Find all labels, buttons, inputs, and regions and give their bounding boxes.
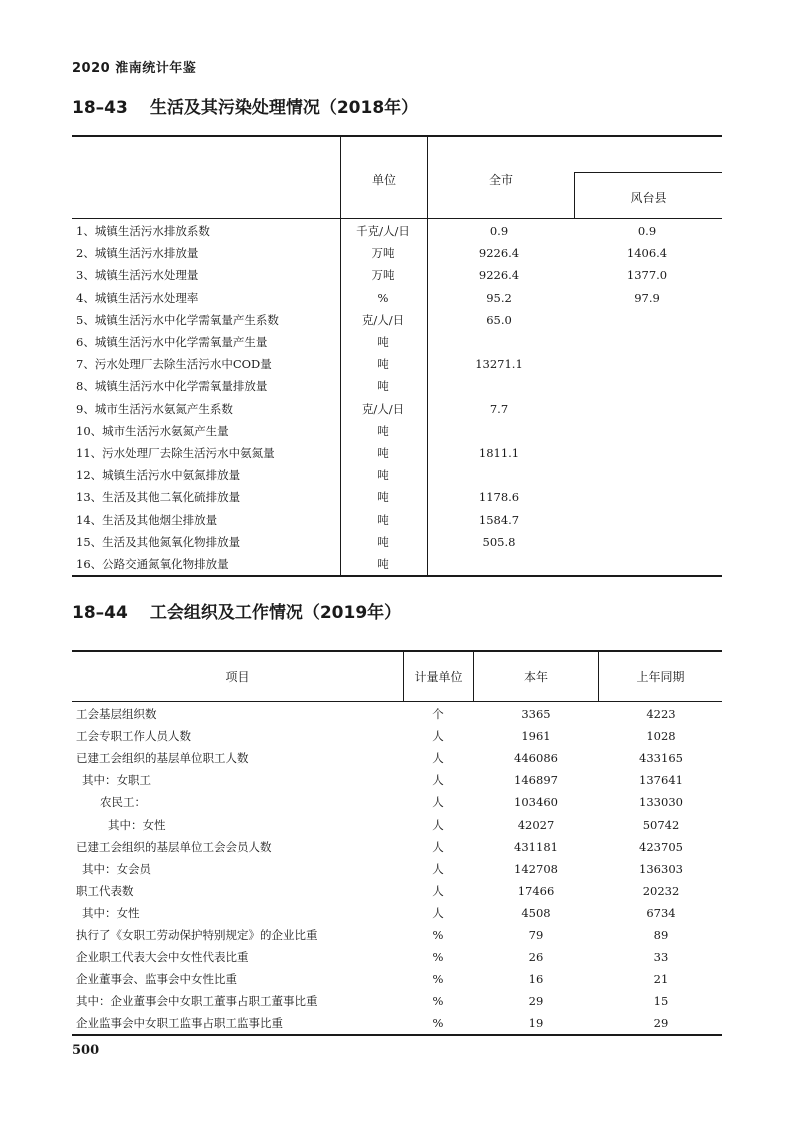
- row-unit: 吨: [377, 490, 389, 505]
- row-unit: 吨: [377, 357, 389, 372]
- table2-title-text: 工会组织及工作情况（2019年）: [149, 603, 402, 623]
- row-unit: 人: [432, 839, 444, 854]
- row-label: 15、生活及其他氮氧化物排放量: [76, 534, 241, 549]
- row-value-fengtai: [574, 398, 720, 420]
- row-value-fengtai: [574, 375, 720, 397]
- row-value-last-year: 136303: [639, 861, 683, 876]
- row-unit: %: [377, 290, 389, 305]
- row-unit: 吨: [377, 534, 389, 549]
- row-unit: 万吨: [371, 268, 395, 283]
- row-value-city: [428, 331, 570, 353]
- row-value-last-year: 33: [653, 950, 669, 965]
- table-row: [72, 725, 722, 747]
- row-label: 1、城镇生活污水排放系数: [76, 224, 210, 238]
- row-value-city: 65.0: [486, 312, 512, 327]
- row-value-city: [428, 375, 570, 397]
- table1-header-sub: 风台县: [630, 191, 667, 205]
- table-row: [72, 858, 722, 880]
- table-row: [72, 287, 722, 309]
- table-row: [72, 509, 722, 531]
- row-value-fengtai: 0.9: [637, 224, 657, 238]
- row-label: 执行了《女职工劳动保护特别规定》的企业比重: [76, 928, 318, 942]
- table2-header-unit: 计量单位: [414, 670, 463, 684]
- row-label: 4、城镇生活污水处理率: [76, 290, 199, 305]
- row-unit: 吨: [377, 557, 389, 571]
- table1-header-rule: [72, 218, 722, 219]
- table-row: [72, 769, 722, 791]
- row-value-this-year: 146897: [514, 773, 558, 788]
- row-value-city: [428, 464, 570, 486]
- row-label: 5、城镇生活污水中化学需氧量产生系数: [76, 312, 279, 327]
- row-value-this-year: 26: [528, 950, 544, 965]
- table-row: [72, 814, 722, 836]
- row-value-this-year: 3365: [521, 707, 551, 721]
- page-number: 500: [72, 1043, 100, 1058]
- row-label: 2、城镇生活污水排放量: [76, 246, 199, 261]
- row-label: 其中：女会员: [82, 861, 151, 876]
- table-row: [72, 946, 722, 968]
- table-row: [72, 353, 722, 375]
- row-value-last-year: 137641: [639, 773, 683, 788]
- row-label: 8、城镇生活污水中化学需氧量排放量: [76, 379, 268, 394]
- row-label: 其中：女性: [108, 817, 166, 832]
- row-unit: 人: [432, 773, 444, 788]
- table-row: [72, 420, 722, 442]
- row-value-this-year: 42027: [517, 817, 555, 832]
- table1-header-city: 全市: [488, 173, 513, 187]
- row-unit: 人: [432, 883, 444, 898]
- row-value-this-year: 142708: [514, 861, 558, 876]
- row-label: 3、城镇生活污水处理量: [76, 268, 199, 283]
- table1-number: 18–43: [72, 98, 128, 118]
- row-value-city: 9226.4: [478, 246, 520, 261]
- row-unit: 吨: [377, 335, 389, 349]
- table2-header-last-year: 上年同期: [636, 670, 685, 684]
- table-row: [72, 902, 722, 924]
- table-row: [72, 1012, 722, 1034]
- row-value-fengtai: [574, 309, 720, 331]
- row-value-last-year: 6734: [646, 905, 676, 920]
- row-label: 16、公路交通氮氧化物排放量: [76, 557, 229, 571]
- row-label: 职工代表数: [76, 883, 134, 898]
- row-unit: 克/人/日: [361, 312, 405, 327]
- row-unit: 克/人/日: [361, 401, 405, 416]
- row-value-fengtai: [574, 442, 720, 464]
- table2-number: 18–44: [72, 603, 128, 623]
- table1-title-text: 生活及其污染处理情况（2018年）: [149, 98, 419, 118]
- table2-title: [72, 598, 401, 623]
- row-value-last-year: 89: [653, 928, 669, 942]
- table-row: [72, 331, 722, 353]
- row-unit: 吨: [377, 423, 389, 438]
- row-value-last-year: 1028: [646, 729, 676, 744]
- table-row: [72, 486, 722, 508]
- row-value-this-year: 29: [528, 994, 544, 1009]
- running-head: 2020 淮南统计年鉴: [72, 61, 197, 76]
- table1-bottom-rule: [72, 575, 722, 577]
- row-value-city: 0.9: [489, 224, 509, 238]
- row-value-this-year: 16: [528, 972, 544, 987]
- row-value-last-year: 423705: [639, 839, 683, 854]
- row-value-last-year: 4223: [646, 707, 676, 721]
- row-value-fengtai: [574, 509, 720, 531]
- row-value-city: 505.8: [482, 534, 516, 549]
- row-label: 农民工：: [100, 795, 146, 810]
- table-row: [72, 309, 722, 331]
- row-unit: 万吨: [371, 246, 395, 261]
- row-label: 14、生活及其他烟尘排放量: [76, 512, 218, 527]
- row-unit: 个: [432, 707, 444, 721]
- row-value-fengtai: [574, 353, 720, 375]
- row-unit: 人: [432, 905, 444, 920]
- table-row: [72, 880, 722, 902]
- row-value-this-year: 103460: [514, 795, 558, 810]
- row-label: 企业董事会、监事会中女性比重: [76, 972, 237, 987]
- table-row: [72, 442, 722, 464]
- row-value-fengtai: [574, 486, 720, 508]
- row-value-fengtai: [574, 464, 720, 486]
- row-value-fengtai: [574, 331, 720, 353]
- row-value-last-year: 433165: [639, 751, 683, 766]
- table-row: [72, 791, 722, 813]
- row-label: 7、污水处理厂去除生活污水中COD量: [76, 357, 272, 372]
- row-value-last-year: 133030: [639, 795, 683, 810]
- row-value-city: 1178.6: [478, 490, 520, 505]
- row-unit: %: [432, 928, 444, 942]
- row-value-city: [428, 420, 570, 442]
- row-value-city: 1584.7: [478, 512, 520, 527]
- table2-header-item: 项目: [225, 670, 250, 684]
- row-value-last-year: 50742: [642, 817, 680, 832]
- row-value-fengtai: [574, 553, 720, 575]
- table-row: [72, 968, 722, 990]
- table1-top-rule: [72, 135, 722, 137]
- row-unit: 吨: [377, 468, 389, 483]
- row-unit: 千克/人/日: [356, 224, 410, 238]
- table-row: [72, 924, 722, 946]
- row-value-this-year: 446086: [514, 751, 558, 766]
- row-value-city: 7.7: [489, 401, 509, 416]
- table-row: [72, 220, 722, 242]
- row-value-city: 9226.4: [478, 268, 520, 283]
- row-label: 企业职工代表大会中女性代表比重: [76, 950, 249, 965]
- table-row: [72, 464, 722, 486]
- row-value-fengtai: [574, 420, 720, 442]
- table-row: [72, 531, 722, 553]
- row-unit: 吨: [377, 446, 389, 460]
- row-unit: 人: [432, 861, 444, 876]
- table-row: [72, 242, 722, 264]
- table1-header-unit: 单位: [371, 173, 396, 187]
- table2-top-rule: [72, 650, 722, 652]
- table-row: [72, 375, 722, 397]
- row-value-this-year: 17466: [517, 883, 555, 898]
- row-value-city: 13271.1: [475, 357, 523, 372]
- table-row: [72, 703, 722, 725]
- row-value-city: 1811.1: [478, 446, 520, 460]
- row-label: 企业监事会中女职工监事占职工监事比重: [76, 1016, 283, 1031]
- row-unit: 人: [432, 817, 444, 832]
- row-label: 13、生活及其他二氧化硫排放量: [76, 490, 241, 505]
- row-label: 9、城市生活污水氨氮产生系数: [76, 401, 233, 416]
- row-unit: 吨: [377, 379, 389, 394]
- row-unit: 吨: [377, 512, 389, 527]
- row-label: 12、城镇生活污水中氨氮排放量: [76, 468, 241, 483]
- row-label: 其中：女性: [82, 905, 140, 920]
- row-value-last-year: 20232: [642, 883, 680, 898]
- row-unit: 人: [432, 795, 444, 810]
- row-label: 11、污水处理厂去除生活污水中氨氮量: [76, 446, 275, 460]
- row-unit: %: [432, 950, 444, 965]
- table2-header-rule: [72, 701, 722, 702]
- row-value-last-year: 29: [653, 1016, 669, 1031]
- row-value-this-year: 79: [528, 928, 544, 942]
- row-label: 已建工会组织的基层单位工会会员人数: [76, 839, 272, 854]
- row-label: 工会专职工作人员人数: [76, 729, 191, 744]
- row-unit: %: [432, 994, 444, 1009]
- row-unit: 人: [432, 751, 444, 766]
- table-row: [72, 264, 722, 286]
- row-label: 6、城镇生活污水中化学需氧量产生量: [76, 335, 268, 349]
- row-value-last-year: 21: [653, 972, 669, 987]
- row-label: 已建工会组织的基层单位职工人数: [76, 751, 249, 766]
- row-unit: %: [432, 1016, 444, 1031]
- row-label: 其中：女职工: [82, 773, 151, 788]
- table-row: [72, 990, 722, 1012]
- row-value-last-year: 15: [653, 994, 669, 1009]
- table-row: [72, 836, 722, 858]
- row-value-city: 95.2: [486, 290, 512, 305]
- table2-header-this-year: 本年: [523, 670, 548, 684]
- row-value-city: [428, 553, 570, 575]
- row-unit: 人: [432, 729, 444, 744]
- row-value-this-year: 1961: [521, 729, 551, 744]
- row-label: 其中：企业董事会中女职工董事占职工董事比重: [76, 994, 318, 1009]
- table1-sub-hline: [574, 172, 722, 173]
- row-value-this-year: 19: [528, 1016, 544, 1031]
- table-row: [72, 553, 722, 575]
- table-row: [72, 398, 722, 420]
- row-value-fengtai: 1377.0: [626, 268, 668, 283]
- table-row: [72, 747, 722, 769]
- row-value-fengtai: 97.9: [634, 290, 660, 305]
- row-label: 10、城市生活污水氨氮产生量: [76, 423, 229, 438]
- row-label: 工会基层组织数: [76, 707, 157, 721]
- row-unit: %: [432, 972, 444, 987]
- row-value-this-year: 4508: [521, 905, 551, 920]
- row-value-fengtai: 1406.4: [626, 246, 668, 261]
- row-value-fengtai: [574, 531, 720, 553]
- table1-title: [72, 93, 418, 118]
- row-value-this-year: 431181: [514, 839, 558, 854]
